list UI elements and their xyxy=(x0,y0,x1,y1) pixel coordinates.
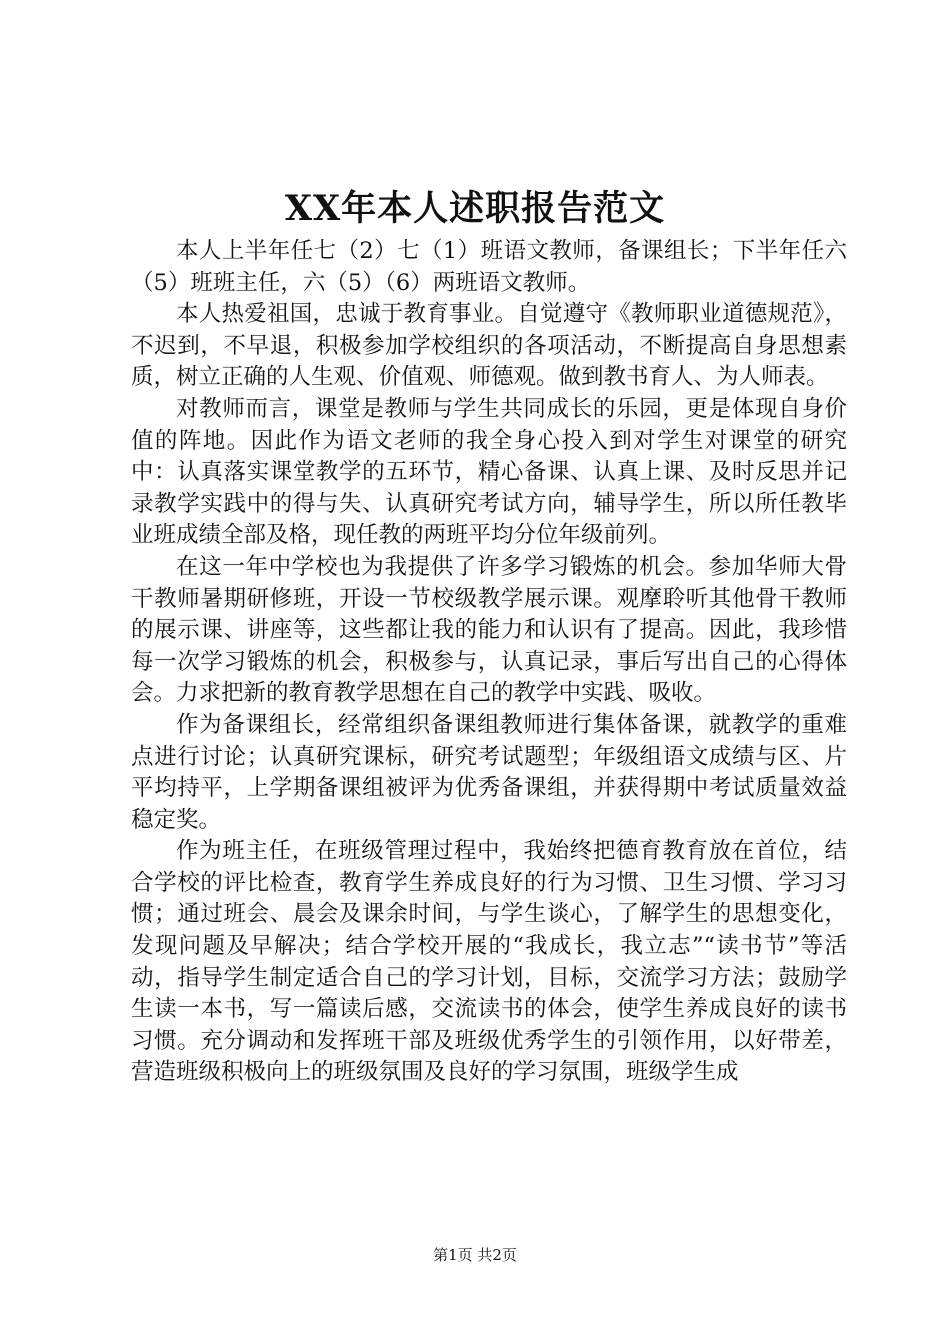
document-body xyxy=(131,236,847,1089)
paragraph-4: 在这一年中学校也为我提供了许多学习锻炼的机会。参加华师大骨干教师暑期研修班，开设一节校级教学展示课。观摩聆听其他骨干教师的展示课、讲座等，这些都让我的能力和认识有了提高。因此，我珍惜每一次学习锻炼的机会，积极参与，认真记录，事后写出自己的心得体会。力求把新的教育教学思想在自己的教学中实践、吸收。 xyxy=(131,553,847,707)
paragraph-1: 本人上半年任七（2）七（1）班语文教师，备课组长；下半年任六（5）班班主任，六（5）（6）两班语文教师。 xyxy=(131,238,847,296)
paragraph-5: 作为备课组长，经常组织备课组教师进行集体备课，就教学的重难点进行讨论；认真研究课标，研究考试题型；年级组语文成绩与区、片平均持平，上学期备课组被评为优秀备课组，并获得期中考试质量效益稳定奖。 xyxy=(131,711,847,833)
paragraph-2: 本人热爱祖国，忠诚于教育事业。自觉遵守《教师职业道德规范》，不迟到，不早退，积极参加学校组织的各项活动，不断提高自身思想素质，树立正确的人生观、价值观、师德观。做到教书育人、为人师表。 xyxy=(131,301,847,391)
paragraph-3: 对教师而言，课堂是教师与学生共同成长的乐园，更是体现自身价值的阵地。因此作为语文老师的我全身心投入到对学生对课堂的研究中：认真落实课堂教学的五环节，精心备课、认真上课、及时反思并记录教学实践中的得与失、认真研究考试方向，辅导学生，所以所任教毕业班成绩全部及格，现任教的两班平均分位年级前列。 xyxy=(131,395,847,549)
paragraph-6: 作为班主任，在班级管理过程中，我始终把德育教育放在首位，结合学校的评比检查，教育学生养成良好的行为习惯、卫生习惯、学习习惯；通过班会、晨会及课余时间，与学生谈心，了解学生的思想变化，发现问题及早解决；结合学校开展的“我成长，我立志”“读书节”等活动，指导学生制定适合自己的学习计划，目标，交流学习方法；鼓励学生读一本书，写一篇读后感，交流读书的体会，使学生养成良好的读书习惯。充分调动和发挥班干部及班级优秀学生的引领作用，以好带差，营造班级积极向上的班级氛围及良好的学习氛围，班级学生成 xyxy=(131,838,847,1086)
document-title: XX年本人述职报告范文 xyxy=(284,188,666,229)
page-footer: 第1页 共2页 xyxy=(433,1246,517,1264)
